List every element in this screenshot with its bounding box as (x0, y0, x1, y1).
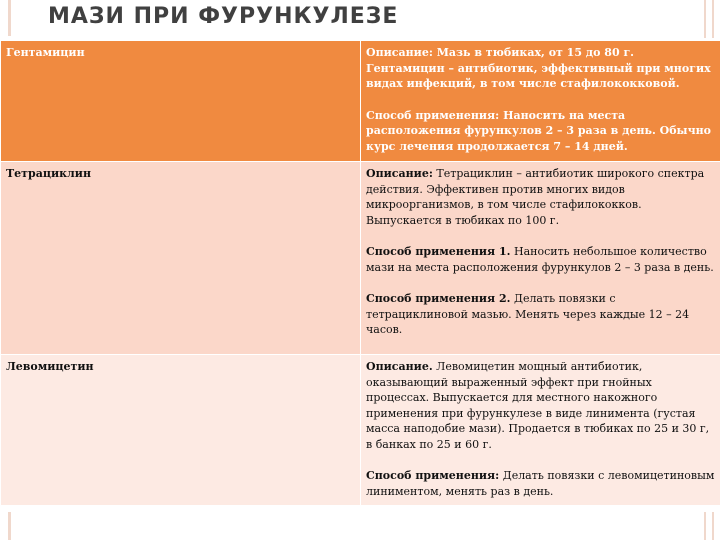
usage-method-text: Наносить на места расположения фурункулов 2 – 3 раза в день. Обычно курс лечения продолжается 7 – 14 дней. (366, 108, 712, 153)
description-text: Мазь в тюбиках, от 15 до 80 г. Гентамицин – антибиотик, эффективный при многих видах инфекций, в том числе стафилококковой. (366, 46, 711, 90)
usage-method-text: Наносить небольшое количество мази на места расположения фурункулов 2 – 3 раза в день. (366, 245, 714, 274)
table-row (1, 41, 720, 162)
drug-name-cell (1, 41, 361, 162)
decor-line-right-top2 (712, 0, 714, 38)
description-text: Левомицетин мощный антибиотик, оказывающий выраженный эффект при гнойных процессах. Выпускается для местного накожного применения при фурункулезе в виде линимента (густая масса наподобие мази). Продается в тюбиках по 25 и 30 г, в банках по 25 и 60 г. (366, 360, 710, 451)
drug-info-cell (361, 162, 720, 355)
ointments-table (0, 40, 720, 506)
usage-method-2 (366, 291, 716, 338)
description-text: Тетрациклин – антибиотик широкого спектра действия. Эффективен против многих видов микроорганизмов, в том числе стафилококков. Выпускается в тюбиках по 100 г. (366, 167, 705, 227)
description-label: Описание. (366, 360, 433, 373)
usage-method-1 (366, 244, 716, 275)
usage-method-label: Способ применения 2. (366, 292, 511, 305)
description-label: Описание: (366, 46, 433, 59)
drug-info-cell (361, 355, 720, 506)
drug-name-cell (1, 355, 361, 506)
decor-line-left-top (8, 0, 11, 36)
description (366, 45, 716, 92)
table-row (1, 162, 720, 355)
decor-line-right-top (704, 0, 706, 38)
description (366, 359, 716, 452)
description (366, 166, 716, 228)
decor-line-right-bottom2 (712, 512, 714, 540)
drug-info-cell (361, 41, 720, 162)
usage-method-text: Делать повязки с тетрациклиновой мазью. Менять через каждые 12 – 24 часов. (366, 292, 690, 336)
drug-name: Тетрациклин (6, 167, 92, 180)
description-label: Описание: (366, 167, 433, 180)
usage-method-text: Делать повязки с левомицетиновым линиментом, менять раз в день. (366, 469, 715, 498)
usage-method-label: Способ применения: (366, 469, 500, 482)
usage-method (366, 108, 716, 155)
usage-method (366, 468, 716, 499)
usage-method-label: Способ применения 1. (366, 245, 511, 258)
page-title: МАЗИ ПРИ ФУРУНКУЛЕЗЕ (48, 4, 399, 29)
decor-line-right-bottom (704, 512, 706, 540)
table-row (1, 355, 720, 506)
usage-method-label: Способ применения: (366, 108, 500, 122)
drug-name: Гентамицин (6, 46, 85, 59)
drug-name: Левомицетин (6, 360, 94, 373)
decor-line-left-bottom (8, 512, 11, 540)
drug-name-cell (1, 162, 361, 355)
